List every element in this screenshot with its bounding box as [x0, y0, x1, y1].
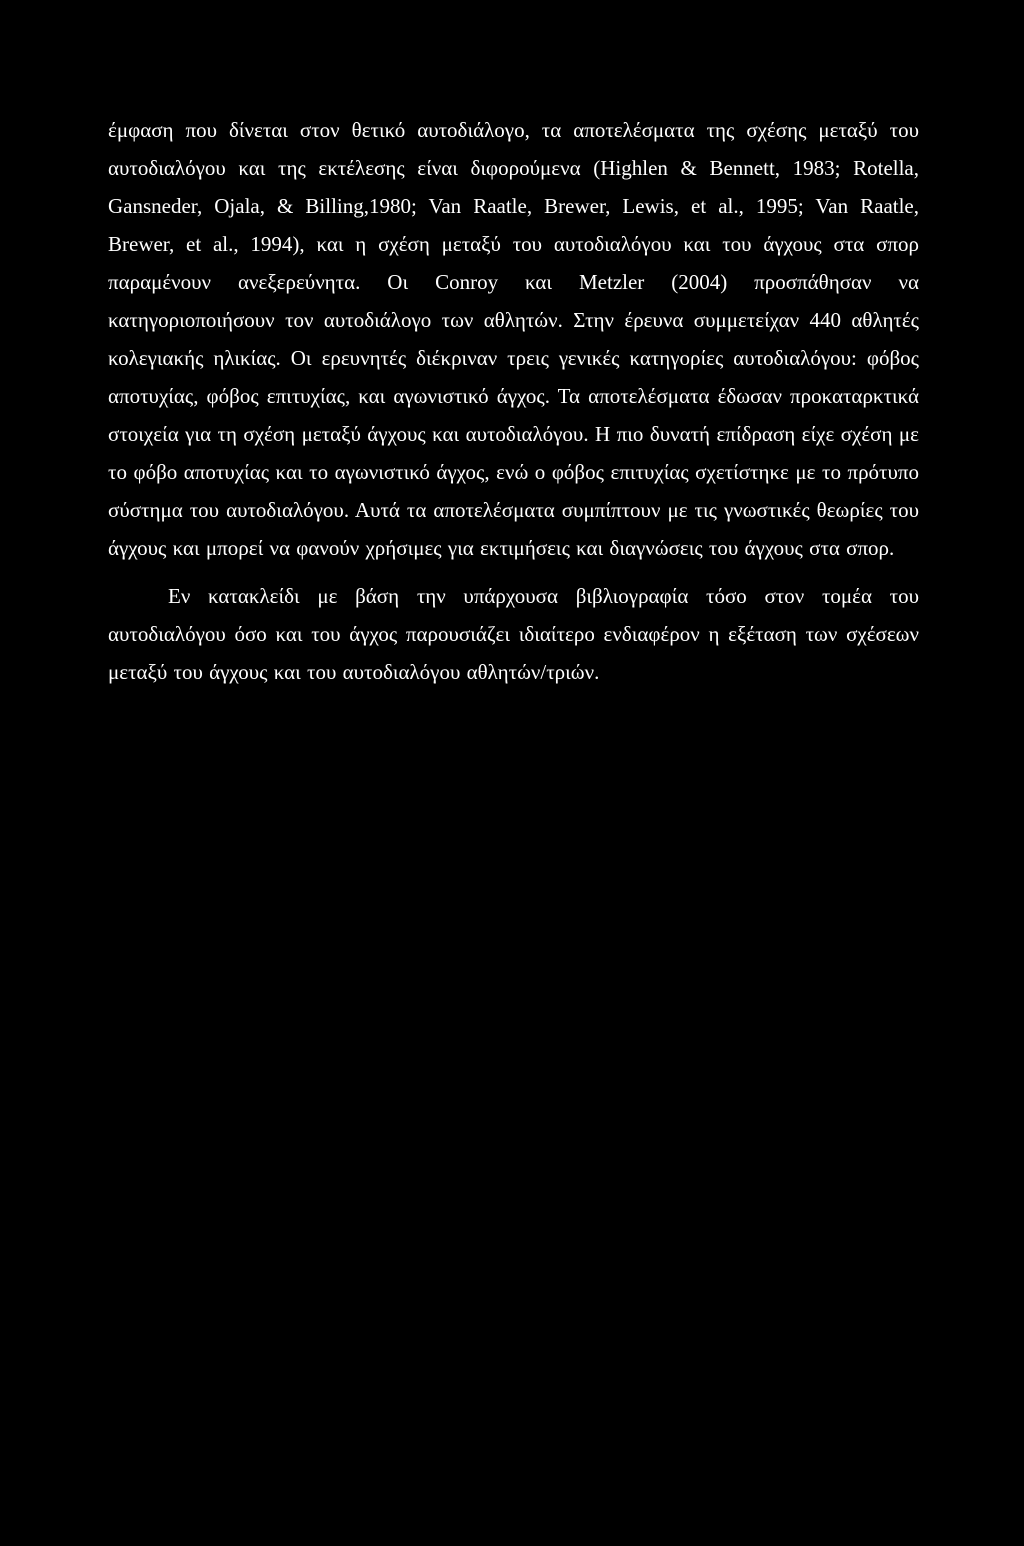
body-paragraph-1: έμφαση που δίνεται στον θετικό αυτοδιάλογο, τα αποτελέσματα της σχέσης μεταξύ του αυτοδιαλόγου και της εκτέλεσης είναι διφορούμενα (Highlen & Bennett, 1983; Rotella, Gansneder, Ojala, & Billing,1980; Van Raatle, Brewer, Lewis, et al., 1995; Van Raatle, Brewer, et al., 1994), και η σχέση μεταξύ του αυτοδιαλόγου και του άγχους στα σπορ παραμένουν ανεξερεύνητα. Οι Conroy και Metzler (2004) προσπάθησαν να κατηγοριοποιήσουν τον αυτοδιάλογο των αθλητών. Στην έρευνα συμμετείχαν 440 αθλητές κολεγιακής ηλικίας. Οι ερευνητές διέκριναν τρεις γενικές κατηγορίες αυτοδιαλόγου: φόβος αποτυχίας, φόβος επιτυχίας, και αγωνιστικό άγχος. Τα αποτελέσματα έδωσαν προκαταρκτικά στοιχεία για τη σχέση μεταξύ άγχους και αυτοδιαλόγου. Η πιο δυνατή επίδραση είχε σχέση με το φόβο αποτυχίας και το αγωνιστικό άγχος, ενώ ο φόβος επιτυχίας σχετίστηκε με το πρότυπο σύστημα του αυτοδιαλόγου. Αυτά τα αποτελέσματα συμπίπτουν με τις γνωστικές θεωρίες του άγχους και μπορεί να φανούν χρήσιμες για εκτιμήσεις και διαγνώσεις του άγχους στα σπορ.: [108, 118, 919, 560]
body-paragraph-2: Εν κατακλείδι με βάση την υπάρχουσα βιβλιογραφία τόσο στον τομέα του αυτοδιαλόγου όσο και του άγχος παρουσιάζει ιδιαίτερο ενδιαφέρον η εξέταση των σχέσεων μεταξύ του άγχους και του αυτοδιαλόγου αθλητών/τριών.: [108, 584, 919, 684]
